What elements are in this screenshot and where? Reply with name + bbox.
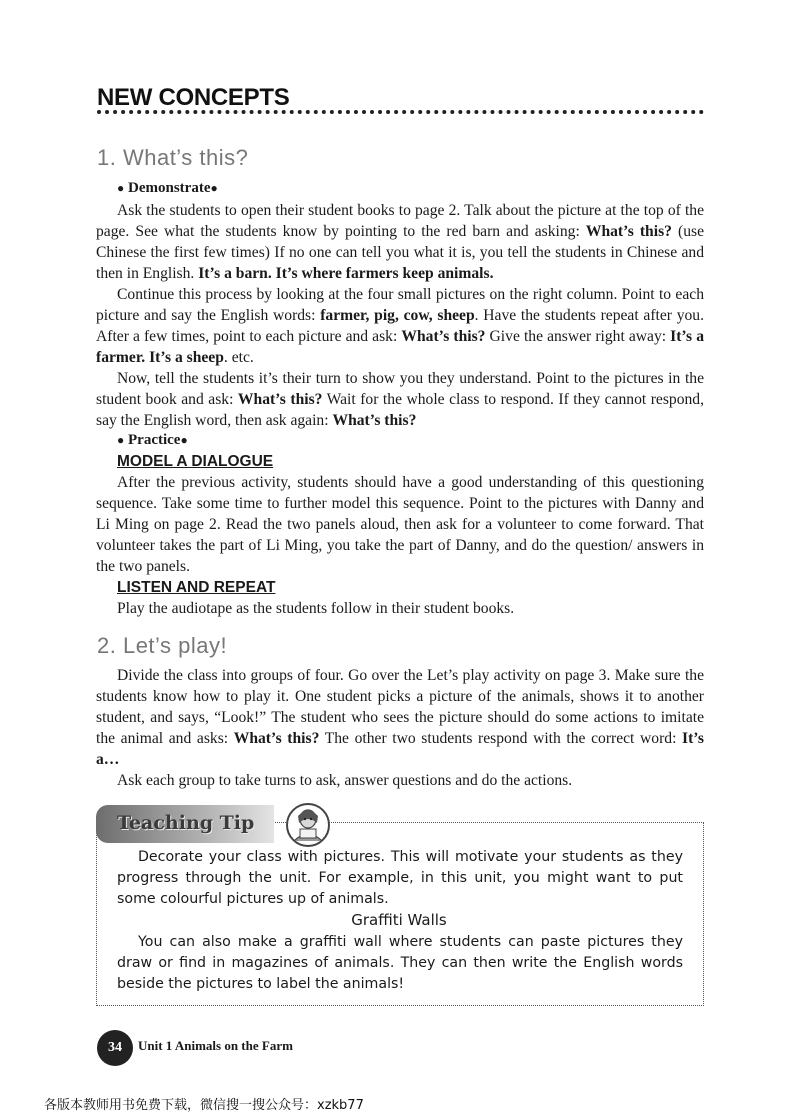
bold-run: farmer, pig, cow, sheep xyxy=(320,307,475,324)
bullet-icon: ● xyxy=(210,181,218,195)
section-1-paragraph-2 xyxy=(96,284,704,368)
text-run: Give the answer right away: xyxy=(485,328,671,345)
text-run: Ask each group to take turns to ask, answer questions and do the actions. xyxy=(117,772,573,789)
header xyxy=(97,84,704,118)
section-2-title: 2. Let’s play! xyxy=(97,633,228,658)
section-2-paragraph-2 xyxy=(96,770,704,791)
page-header-title: NEW CONCEPTS xyxy=(97,84,290,111)
text-run: . etc. xyxy=(223,349,254,366)
section-1-paragraph-4 xyxy=(96,472,704,577)
text-run: Ask the students to open their student books to page 2. Talk about the picture at the top of the page. See what the students know by pointing to the red barn and asking: xyxy=(96,202,704,240)
section-2-paragraph-1 xyxy=(96,665,704,770)
text-run: . Have the students repeat after you. After a few times, point to each picture and ask: xyxy=(96,307,704,345)
teaching-tip-paragraph-1 xyxy=(117,847,683,910)
bold-run: What’s this? xyxy=(585,223,672,240)
text-run: Play the audiotape as the students follow in their student books. xyxy=(117,600,515,617)
section-1-paragraph-5 xyxy=(96,598,704,619)
text-run: You can also make a graffiti wall where students can paste pictures they draw or find in magazines of animals. They can then write the English words beside the pictures to label the animals! xyxy=(117,934,683,992)
bold-run: It’s a… xyxy=(96,730,704,768)
practice-text: Practice xyxy=(128,432,181,448)
demonstrate-text: Demonstrate xyxy=(128,180,211,196)
text-run: Wait for the whole class to respond. If they cannot respond, say the English word, then ask again: xyxy=(96,391,704,429)
bold-run: It’s a barn. It’s where farmers keep animals. xyxy=(198,265,494,282)
text-run: Decorate your class with pictures. This will motivate your students as they progress through the unit. For example, in this unit, you might want to put some colourful pictures up of animals. xyxy=(117,849,683,907)
bold-run: It’s a farmer. It’s a sheep xyxy=(96,328,704,366)
footer-note: 各版本教师用书免费下载，微信搜一搜公众号：xzkb77 xyxy=(44,1098,364,1113)
listen-repeat-heading: LISTEN AND REPEAT xyxy=(117,579,276,596)
practice-label xyxy=(117,430,188,451)
page-number-badge: 34 xyxy=(97,1030,133,1066)
bullet-icon: ● xyxy=(117,181,125,195)
teaching-tip-paragraph-2 xyxy=(117,932,683,995)
section-1-title: 1. What’s this? xyxy=(97,145,249,170)
bullet-icon: ● xyxy=(180,433,188,447)
unit-label: Unit 1 Animals on the Farm xyxy=(138,1038,293,1053)
bold-run: What’s this? xyxy=(237,391,323,408)
text-run: Continue this process by looking at the four small pictures on the right column. Point to each picture and say the English words: xyxy=(96,286,704,324)
text-run: (use Chinese the first few times) If no one can tell you what it is, you tell the students in Chinese and then in English. xyxy=(96,223,704,282)
model-dialogue-heading: MODEL A DIALOGUE xyxy=(117,453,274,470)
teacher-avatar-icon xyxy=(284,801,332,849)
section-1-paragraph-3 xyxy=(96,368,704,431)
section-1-paragraph-1 xyxy=(96,200,704,284)
demonstrate-label xyxy=(117,178,218,199)
text-run: Now, tell the students it’s their turn to show you they understand. Point to the pictures in the student book and ask: xyxy=(96,370,704,408)
bold-run: What’s this? xyxy=(401,328,486,345)
text-run: After the previous activity, students should have a good understanding of this questioning sequence. Take some time to further model this sequence. Point to the pictures with Danny and Li Ming on page 2. Read the two panels aloud, then ask for a volunteer to come forward. That volunteer takes the part of Li Ming, you take the part of Danny, and do the question/ answers in the two panels. xyxy=(96,474,704,575)
text-run: Divide the class into groups of four. Go over the Let’s play activity on page 3. Make sure the students know how to play it. One student picks a picture of the animals, shows it to another student, and says, “Look!” The student who sees the picture should do some actions to imitate the animal and asks: xyxy=(96,667,704,747)
bullet-icon: ● xyxy=(117,433,125,447)
header-dotted-rule xyxy=(97,110,704,114)
text-run: The other two students respond with the correct word: xyxy=(319,730,683,747)
bold-run: What’s this? xyxy=(233,730,320,747)
teaching-tip-title: Teaching Tip xyxy=(117,812,255,834)
bold-run: What’s this? xyxy=(332,412,417,429)
graffiti-walls-heading: Graffiti Walls xyxy=(351,911,447,929)
